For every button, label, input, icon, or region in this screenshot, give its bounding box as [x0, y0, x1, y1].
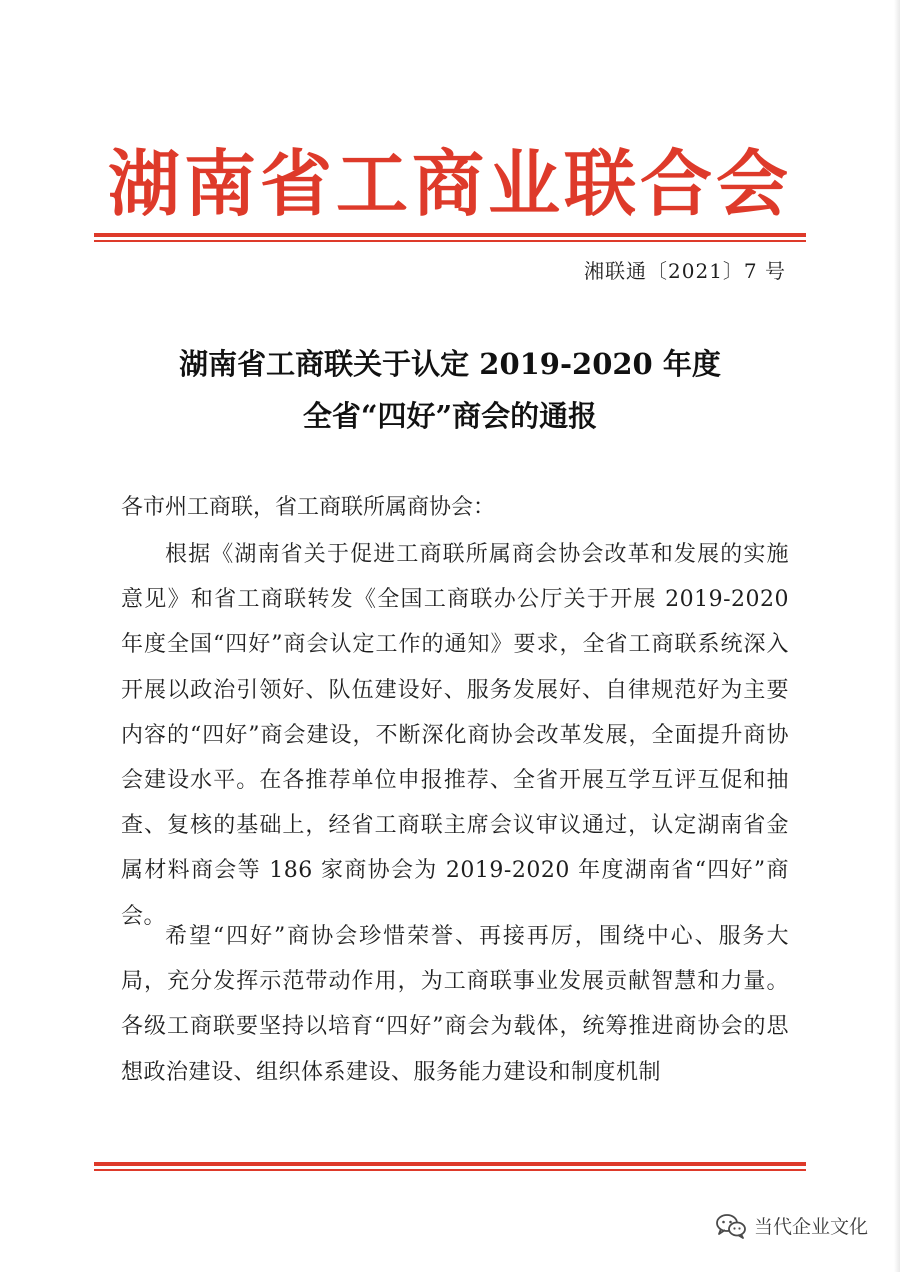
document-title — [95, 338, 805, 442]
document-title-line-2: 全省“四好”商会的通报 — [302, 399, 598, 433]
salutation: 各市州工商联，省工商联所属商协会： — [121, 495, 496, 520]
page-edge — [894, 0, 900, 1272]
source-watermark — [716, 1212, 868, 1239]
document-number: 湘联通〔2021〕7 号 — [584, 259, 786, 283]
wechat-icon — [716, 1213, 746, 1239]
header-red-rule — [94, 233, 806, 242]
body-paragraph-1: 根据《湖南省关于促进工商联所属商会协会改革和发展的实施意见》和省工商联转发《全国工商联办公厅关于开展 2019-2020 年度全国“四好”商会认定工作的通知》要求，全省工商联系统深入开展以政治引领好、队伍建设好、服务发展好、自律规范好为主要内容的“四好”商会建设，不断深化商协会改革发展，全面提升商协会建设水平。在各推荐单位申报推荐、全省开展互学互评互促和抽查、复核的基础上，经省工商联主席会议审议通过，认定湖南省金属材料商会等 186 家商协会为 2019-2020 年度湖南省“四好”商会。 — [121, 542, 789, 929]
body-paragraph-2: 希望“四好”商协会珍惜荣誉、再接再厉，围绕中心、服务大局，充分发挥示范带动作用，为工商联事业发展贡献智慧和力量。各级工商联要坚持以培育“四好”商会为载体，统筹推进商协会的思想政治建设、组织体系建设、服务能力建设和制度机制 — [121, 924, 789, 1085]
org-header: 湖南省工商业联合会 — [107, 142, 792, 226]
document-title-line-1: 湖南省工商联关于认定 2019-2020 年度 — [179, 347, 721, 381]
watermark-label: 当代企业文化 — [753, 1216, 868, 1238]
footer-red-rule — [94, 1162, 806, 1171]
